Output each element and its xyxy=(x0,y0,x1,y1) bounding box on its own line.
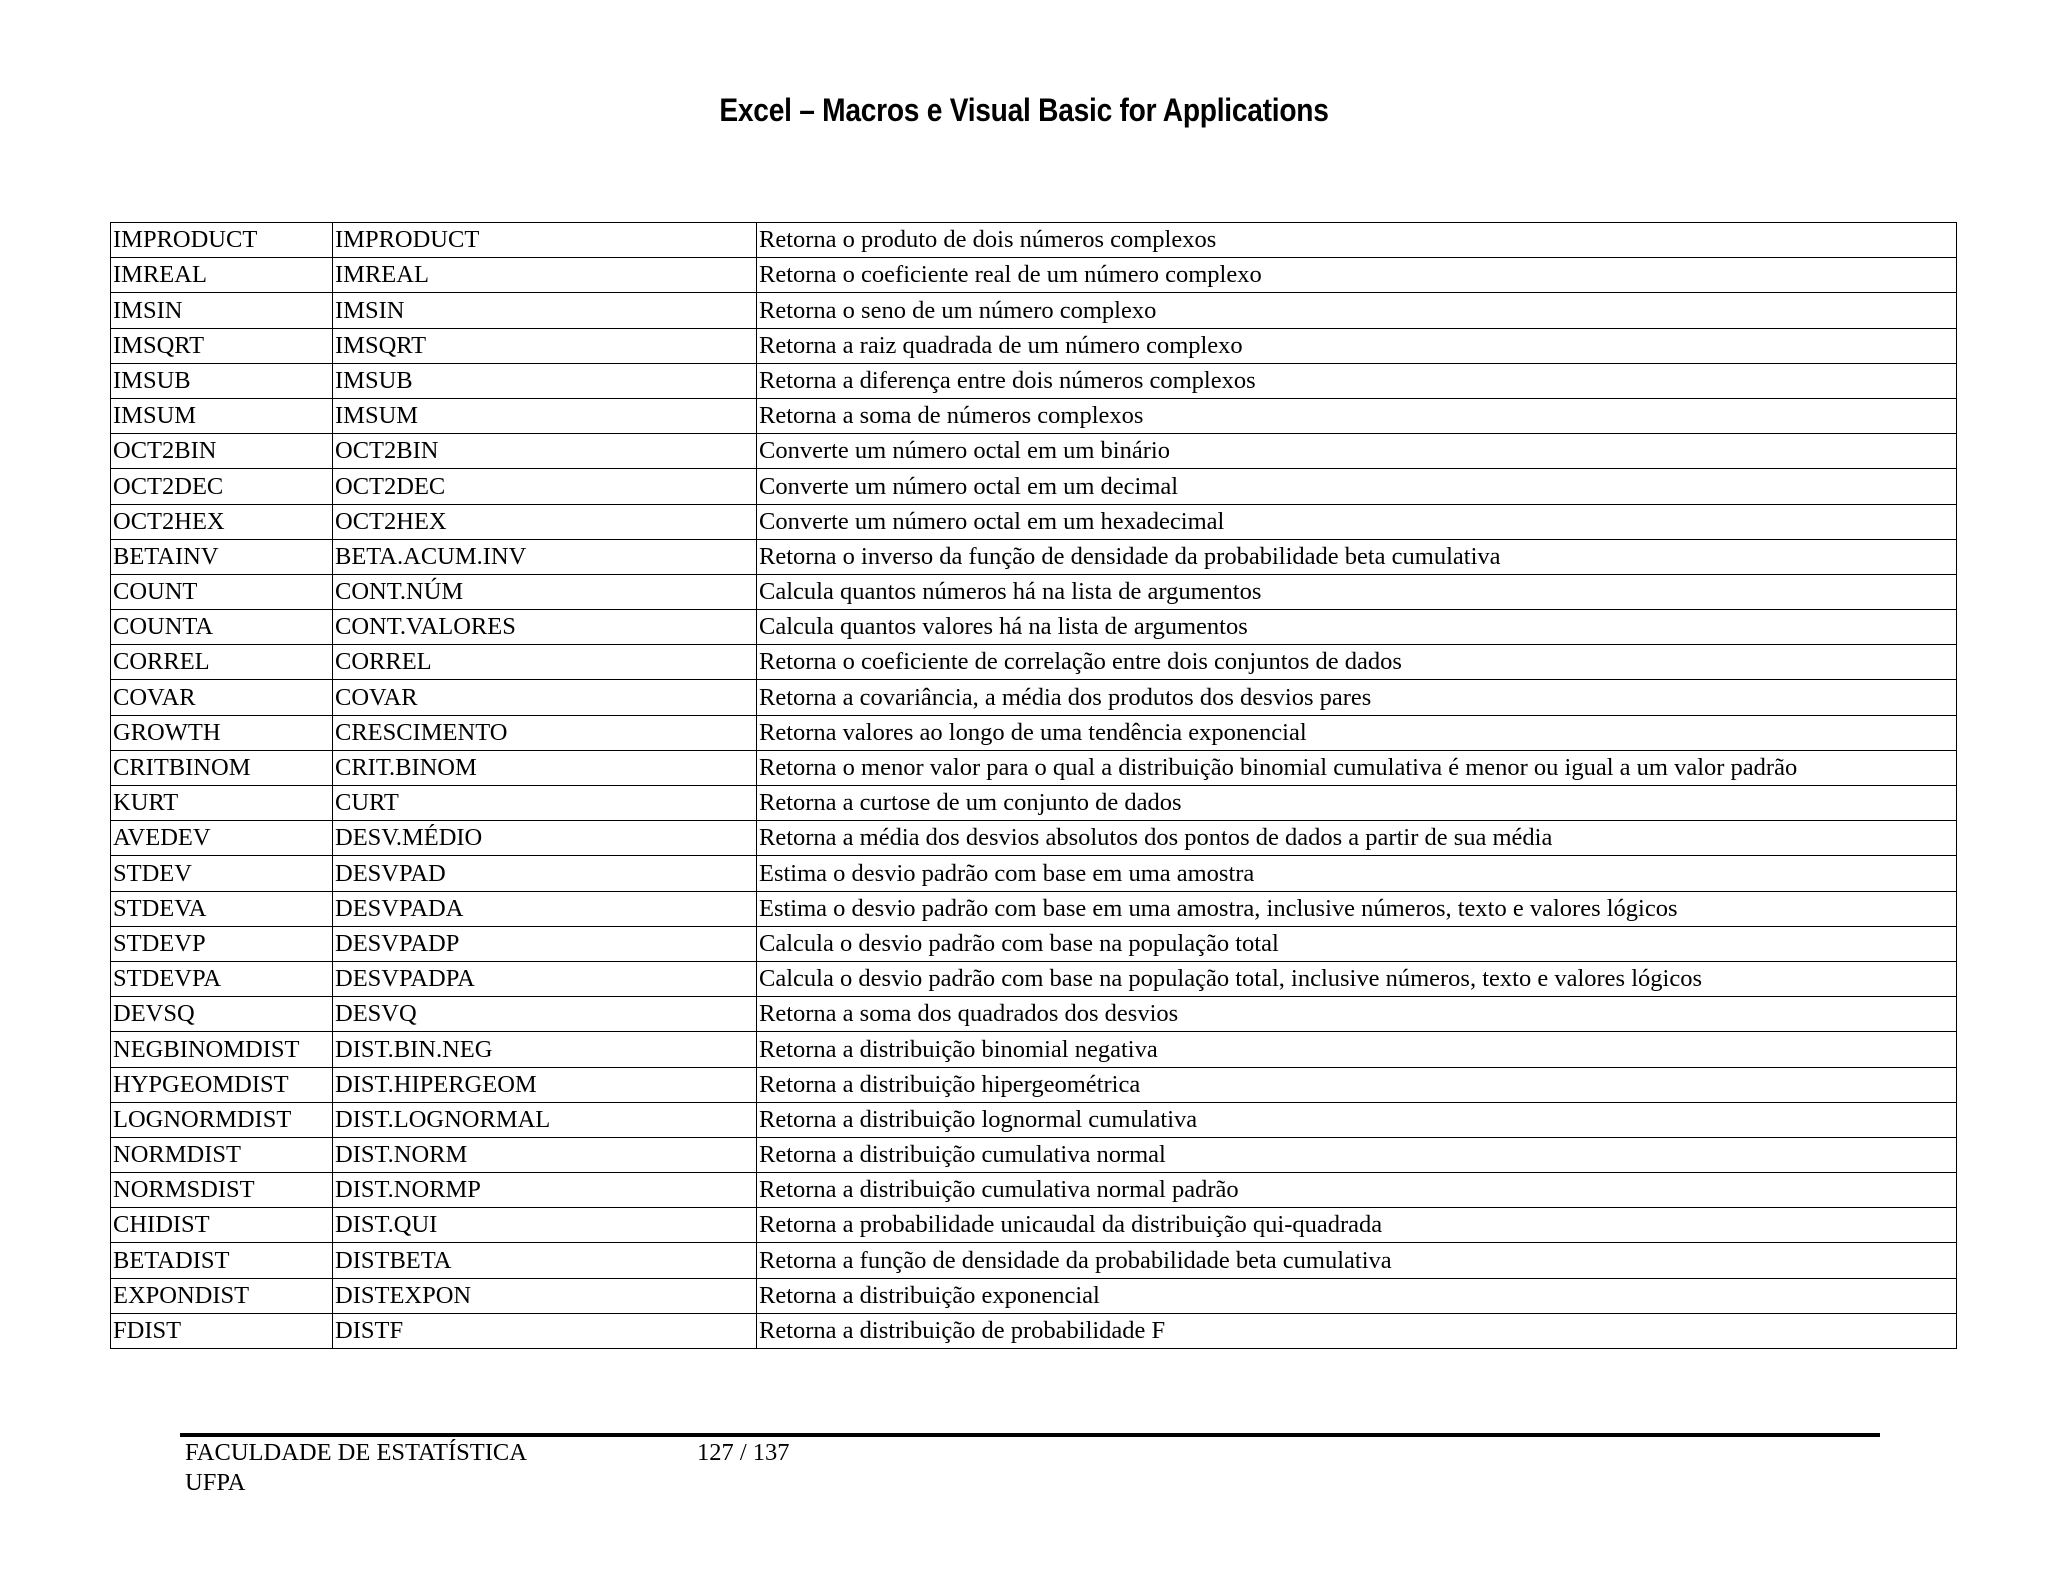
function-name-portuguese: CRIT.BINOM xyxy=(333,750,757,785)
function-description: Retorna a distribuição cumulativa normal padrão xyxy=(757,1173,1957,1208)
function-name-english: STDEVP xyxy=(111,926,333,961)
function-description: Calcula quantos números há na lista de argumentos xyxy=(757,574,1957,609)
function-name-english: LOGNORMDIST xyxy=(111,1102,333,1137)
table-row xyxy=(111,750,1957,785)
function-description: Retorna a distribuição cumulativa normal xyxy=(757,1137,1957,1172)
function-name-portuguese: DIST.NORM xyxy=(333,1137,757,1172)
function-name-english: OCT2HEX xyxy=(111,504,333,539)
footer-university: UFPA xyxy=(185,1469,246,1496)
function-name-portuguese: OCT2HEX xyxy=(333,504,757,539)
function-name-portuguese: DESVPADP xyxy=(333,926,757,961)
function-name-english: STDEV xyxy=(111,856,333,891)
function-name-portuguese: BETA.ACUM.INV xyxy=(333,539,757,574)
table-row xyxy=(111,1173,1957,1208)
table-row xyxy=(111,1102,1957,1137)
function-name-english: STDEVA xyxy=(111,891,333,926)
function-name-english: IMREAL xyxy=(111,258,333,293)
function-description: Retorna o coeficiente real de um número complexo xyxy=(757,258,1957,293)
table-row xyxy=(111,891,1957,926)
table-row xyxy=(111,223,1957,258)
function-name-english: IMSUM xyxy=(111,398,333,433)
table-row xyxy=(111,434,1957,469)
function-description: Converte um número octal em um hexadecimal xyxy=(757,504,1957,539)
function-name-english: NEGBINOMDIST xyxy=(111,1032,333,1067)
table-row xyxy=(111,680,1957,715)
table-row xyxy=(111,821,1957,856)
function-name-english: IMPRODUCT xyxy=(111,223,333,258)
function-name-portuguese: DESVPAD xyxy=(333,856,757,891)
function-name-english: IMSQRT xyxy=(111,328,333,363)
function-name-english: BETADIST xyxy=(111,1243,333,1278)
function-description: Estima o desvio padrão com base em uma amostra xyxy=(757,856,1957,891)
function-description: Retorna o coeficiente de correlação entre dois conjuntos de dados xyxy=(757,645,1957,680)
function-name-english: COVAR xyxy=(111,680,333,715)
table-row xyxy=(111,961,1957,996)
table-row xyxy=(111,1067,1957,1102)
page-title: Excel – Macros e Visual Basic for Applications xyxy=(719,92,1329,128)
function-description: Retorna valores ao longo de uma tendência exponencial xyxy=(757,715,1957,750)
table-row xyxy=(111,1137,1957,1172)
function-name-english: OCT2DEC xyxy=(111,469,333,504)
function-name-english: IMSUB xyxy=(111,363,333,398)
function-name-english: STDEVPA xyxy=(111,961,333,996)
function-name-english: EXPONDIST xyxy=(111,1278,333,1313)
function-description: Retorna a probabilidade unicaudal da distribuição qui-quadrada xyxy=(757,1208,1957,1243)
function-description: Retorna a distribuição binomial negativa xyxy=(757,1032,1957,1067)
function-name-english: DEVSQ xyxy=(111,997,333,1032)
function-name-portuguese: DESV.MÉDIO xyxy=(333,821,757,856)
function-description: Retorna a diferença entre dois números complexos xyxy=(757,363,1957,398)
function-name-portuguese: DIST.HIPERGEOM xyxy=(333,1067,757,1102)
function-name-portuguese: OCT2BIN xyxy=(333,434,757,469)
function-name-english: COUNT xyxy=(111,574,333,609)
function-name-english: AVEDEV xyxy=(111,821,333,856)
table-row xyxy=(111,645,1957,680)
function-description: Converte um número octal em um binário xyxy=(757,434,1957,469)
function-name-portuguese: CONT.VALORES xyxy=(333,610,757,645)
function-description: Retorna o menor valor para o qual a distribuição binomial cumulativa é menor ou igual a um valor padrão xyxy=(757,750,1957,785)
table-row xyxy=(111,926,1957,961)
function-name-portuguese: DISTEXPON xyxy=(333,1278,757,1313)
function-name-english: OCT2BIN xyxy=(111,434,333,469)
function-description: Retorna o seno de um número complexo xyxy=(757,293,1957,328)
table-row xyxy=(111,504,1957,539)
function-description: Retorna a soma dos quadrados dos desvios xyxy=(757,997,1957,1032)
page-number: 127 / 137 xyxy=(697,1439,790,1466)
function-name-portuguese: IMSIN xyxy=(333,293,757,328)
table-row xyxy=(111,258,1957,293)
table-row xyxy=(111,539,1957,574)
function-name-portuguese: CRESCIMENTO xyxy=(333,715,757,750)
function-description: Retorna a raiz quadrada de um número complexo xyxy=(757,328,1957,363)
function-name-english: IMSIN xyxy=(111,293,333,328)
table-row xyxy=(111,398,1957,433)
table-row xyxy=(111,1243,1957,1278)
function-name-portuguese: DESVPADA xyxy=(333,891,757,926)
function-name-portuguese: OCT2DEC xyxy=(333,469,757,504)
function-name-portuguese: DISTBETA xyxy=(333,1243,757,1278)
function-table xyxy=(110,222,1957,1349)
function-name-english: KURT xyxy=(111,786,333,821)
function-name-english: NORMDIST xyxy=(111,1137,333,1172)
function-description: Retorna o inverso da função de densidade da probabilidade beta cumulativa xyxy=(757,539,1957,574)
function-description: Retorna a distribuição de probabilidade F xyxy=(757,1313,1957,1348)
function-name-english: COUNTA xyxy=(111,610,333,645)
function-description: Retorna a curtose de um conjunto de dados xyxy=(757,786,1957,821)
table-row xyxy=(111,1032,1957,1067)
table-row xyxy=(111,786,1957,821)
table-row xyxy=(111,469,1957,504)
function-name-portuguese: IMSQRT xyxy=(333,328,757,363)
function-description: Retorna a covariância, a média dos produtos dos desvios pares xyxy=(757,680,1957,715)
footer-faculty: FACULDADE DE ESTATÍSTICA xyxy=(185,1439,527,1466)
function-name-portuguese: DESVQ xyxy=(333,997,757,1032)
function-name-portuguese: CURT xyxy=(333,786,757,821)
table-row xyxy=(111,715,1957,750)
table-row xyxy=(111,1208,1957,1243)
function-description: Retorna a função de densidade da probabilidade beta cumulativa xyxy=(757,1243,1957,1278)
table-row xyxy=(111,328,1957,363)
function-description: Retorna o produto de dois números complexos xyxy=(757,223,1957,258)
function-name-portuguese: DIST.QUI xyxy=(333,1208,757,1243)
function-description: Calcula o desvio padrão com base na população total xyxy=(757,926,1957,961)
function-name-portuguese: IMSUB xyxy=(333,363,757,398)
function-name-english: HYPGEOMDIST xyxy=(111,1067,333,1102)
table-row xyxy=(111,1313,1957,1348)
table-row xyxy=(111,1278,1957,1313)
function-table-body xyxy=(111,223,1957,1349)
function-description: Retorna a distribuição hipergeométrica xyxy=(757,1067,1957,1102)
function-name-portuguese: CONT.NÚM xyxy=(333,574,757,609)
function-description: Calcula quantos valores há na lista de argumentos xyxy=(757,610,1957,645)
function-description: Retorna a soma de números complexos xyxy=(757,398,1957,433)
function-name-portuguese: DISTF xyxy=(333,1313,757,1348)
function-name-portuguese: DIST.LOGNORMAL xyxy=(333,1102,757,1137)
table-row xyxy=(111,293,1957,328)
function-name-portuguese: DIST.BIN.NEG xyxy=(333,1032,757,1067)
table-row xyxy=(111,363,1957,398)
footer-institution xyxy=(185,1438,527,1498)
function-name-portuguese: IMSUM xyxy=(333,398,757,433)
table-row xyxy=(111,574,1957,609)
table-row xyxy=(111,997,1957,1032)
function-name-portuguese: DIST.NORMP xyxy=(333,1173,757,1208)
function-name-english: NORMSDIST xyxy=(111,1173,333,1208)
function-name-english: BETAINV xyxy=(111,539,333,574)
function-name-english: CRITBINOM xyxy=(111,750,333,785)
function-name-portuguese: IMPRODUCT xyxy=(333,223,757,258)
function-description: Converte um número octal em um decimal xyxy=(757,469,1957,504)
function-name-english: CORREL xyxy=(111,645,333,680)
function-name-portuguese: DESVPADPA xyxy=(333,961,757,996)
function-name-portuguese: IMREAL xyxy=(333,258,757,293)
table-row xyxy=(111,856,1957,891)
function-description: Retorna a distribuição lognormal cumulativa xyxy=(757,1102,1957,1137)
function-description: Estima o desvio padrão com base em uma amostra, inclusive números, texto e valores lógicos xyxy=(757,891,1957,926)
function-description: Retorna a média dos desvios absolutos dos pontos de dados a partir de sua média xyxy=(757,821,1957,856)
function-name-portuguese: COVAR xyxy=(333,680,757,715)
function-name-english: FDIST xyxy=(111,1313,333,1348)
table-row xyxy=(111,610,1957,645)
function-description: Calcula o desvio padrão com base na população total, inclusive números, texto e valores lógicos xyxy=(757,961,1957,996)
function-description: Retorna a distribuição exponencial xyxy=(757,1278,1957,1313)
footer-divider xyxy=(180,1433,1880,1437)
function-name-english: CHIDIST xyxy=(111,1208,333,1243)
function-name-english: GROWTH xyxy=(111,715,333,750)
function-name-portuguese: CORREL xyxy=(333,645,757,680)
